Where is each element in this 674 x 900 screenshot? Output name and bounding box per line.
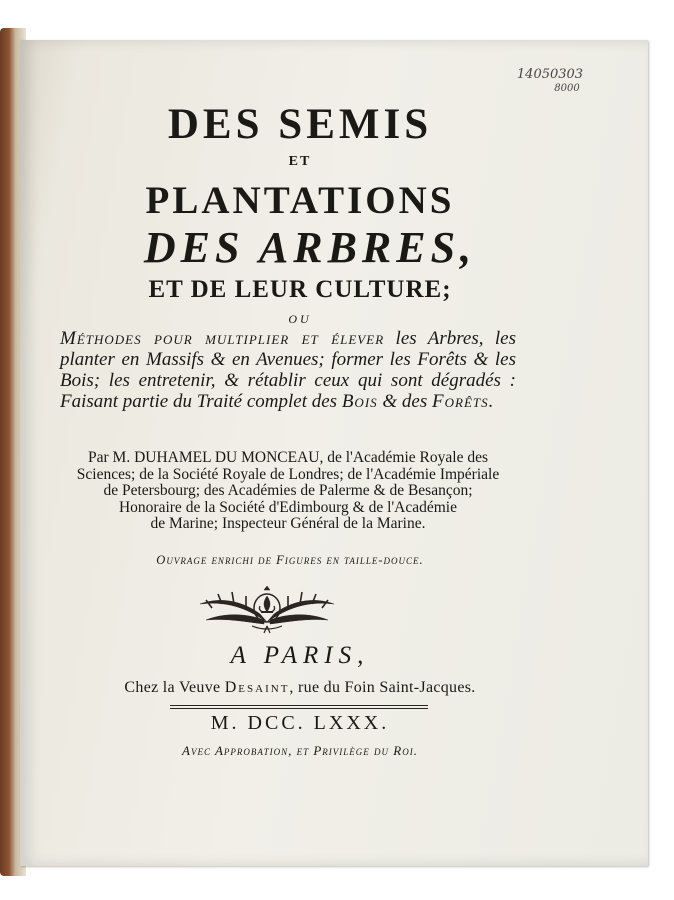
methods-amp: & des xyxy=(377,391,433,412)
ouvrage-note: Ouvrage enrichi de Figures en taille-douce. xyxy=(156,553,424,567)
imprint-city: A PARIS, xyxy=(230,642,370,669)
author-line-2: Sciences; de la Société Royale de Londres; de l'Académie Impériale xyxy=(76,465,500,483)
author-block xyxy=(56,450,520,533)
publisher-name: Desaint xyxy=(224,679,290,696)
author-line-4: Honoraire de la Société d'Edimbourg & de l'Académie xyxy=(118,498,457,516)
methods-bois: Bois xyxy=(341,391,378,412)
fleur-de-lis-wreath-icon xyxy=(192,582,342,638)
title-line-4: DES ARBRES, xyxy=(143,223,477,272)
title-line-3: PLANTATIONS xyxy=(145,179,455,222)
imprint-rule-thin xyxy=(170,708,428,709)
methods-lead: Méthodes pour multiplier et élever xyxy=(60,328,385,349)
imprint-date: M. DCC. LXXX. xyxy=(210,712,390,734)
author-line-1: Par M. DUHAMEL DU MONCEAU, de l'Académie Royale des xyxy=(88,449,488,466)
imprint-approbation: Avec Approbation, et Privilège du Roi. xyxy=(182,743,418,758)
methods-text: les Arbres, les planter en Massifs & en Avenues; former les Forêts & les Bois; les entretenir, & rétablir ceux qui sont dégradés : Faisant partie du Traité complet des xyxy=(60,328,517,412)
publisher-pre: Chez la Veuve xyxy=(124,679,225,696)
handwritten-note xyxy=(510,68,590,96)
publisher-post: , rue du Foin Saint-Jacques. xyxy=(289,679,476,696)
title-line-1: DES SEMIS xyxy=(167,101,433,148)
author-line-3: de Petersbourg; des Académies de Palerme & de Besançon; xyxy=(103,482,473,499)
title-line-5: ET DE LEUR CULTURE; xyxy=(148,276,452,303)
handwritten-note-line2: 8000 xyxy=(554,83,580,94)
methods-forets: Forêts xyxy=(432,391,489,412)
title-line-2: ET xyxy=(288,154,312,169)
author-line-5: de Marine; Inspecteur Général de la Marine. xyxy=(150,515,426,532)
imprint-publisher xyxy=(20,679,580,697)
title-line-6: OU xyxy=(288,312,312,326)
title-page xyxy=(20,40,648,866)
subtitle-methods xyxy=(60,328,516,412)
methods-end: . xyxy=(488,391,494,412)
imprint-rule xyxy=(170,705,428,706)
handwritten-note-line1: 14050303 xyxy=(516,67,584,82)
